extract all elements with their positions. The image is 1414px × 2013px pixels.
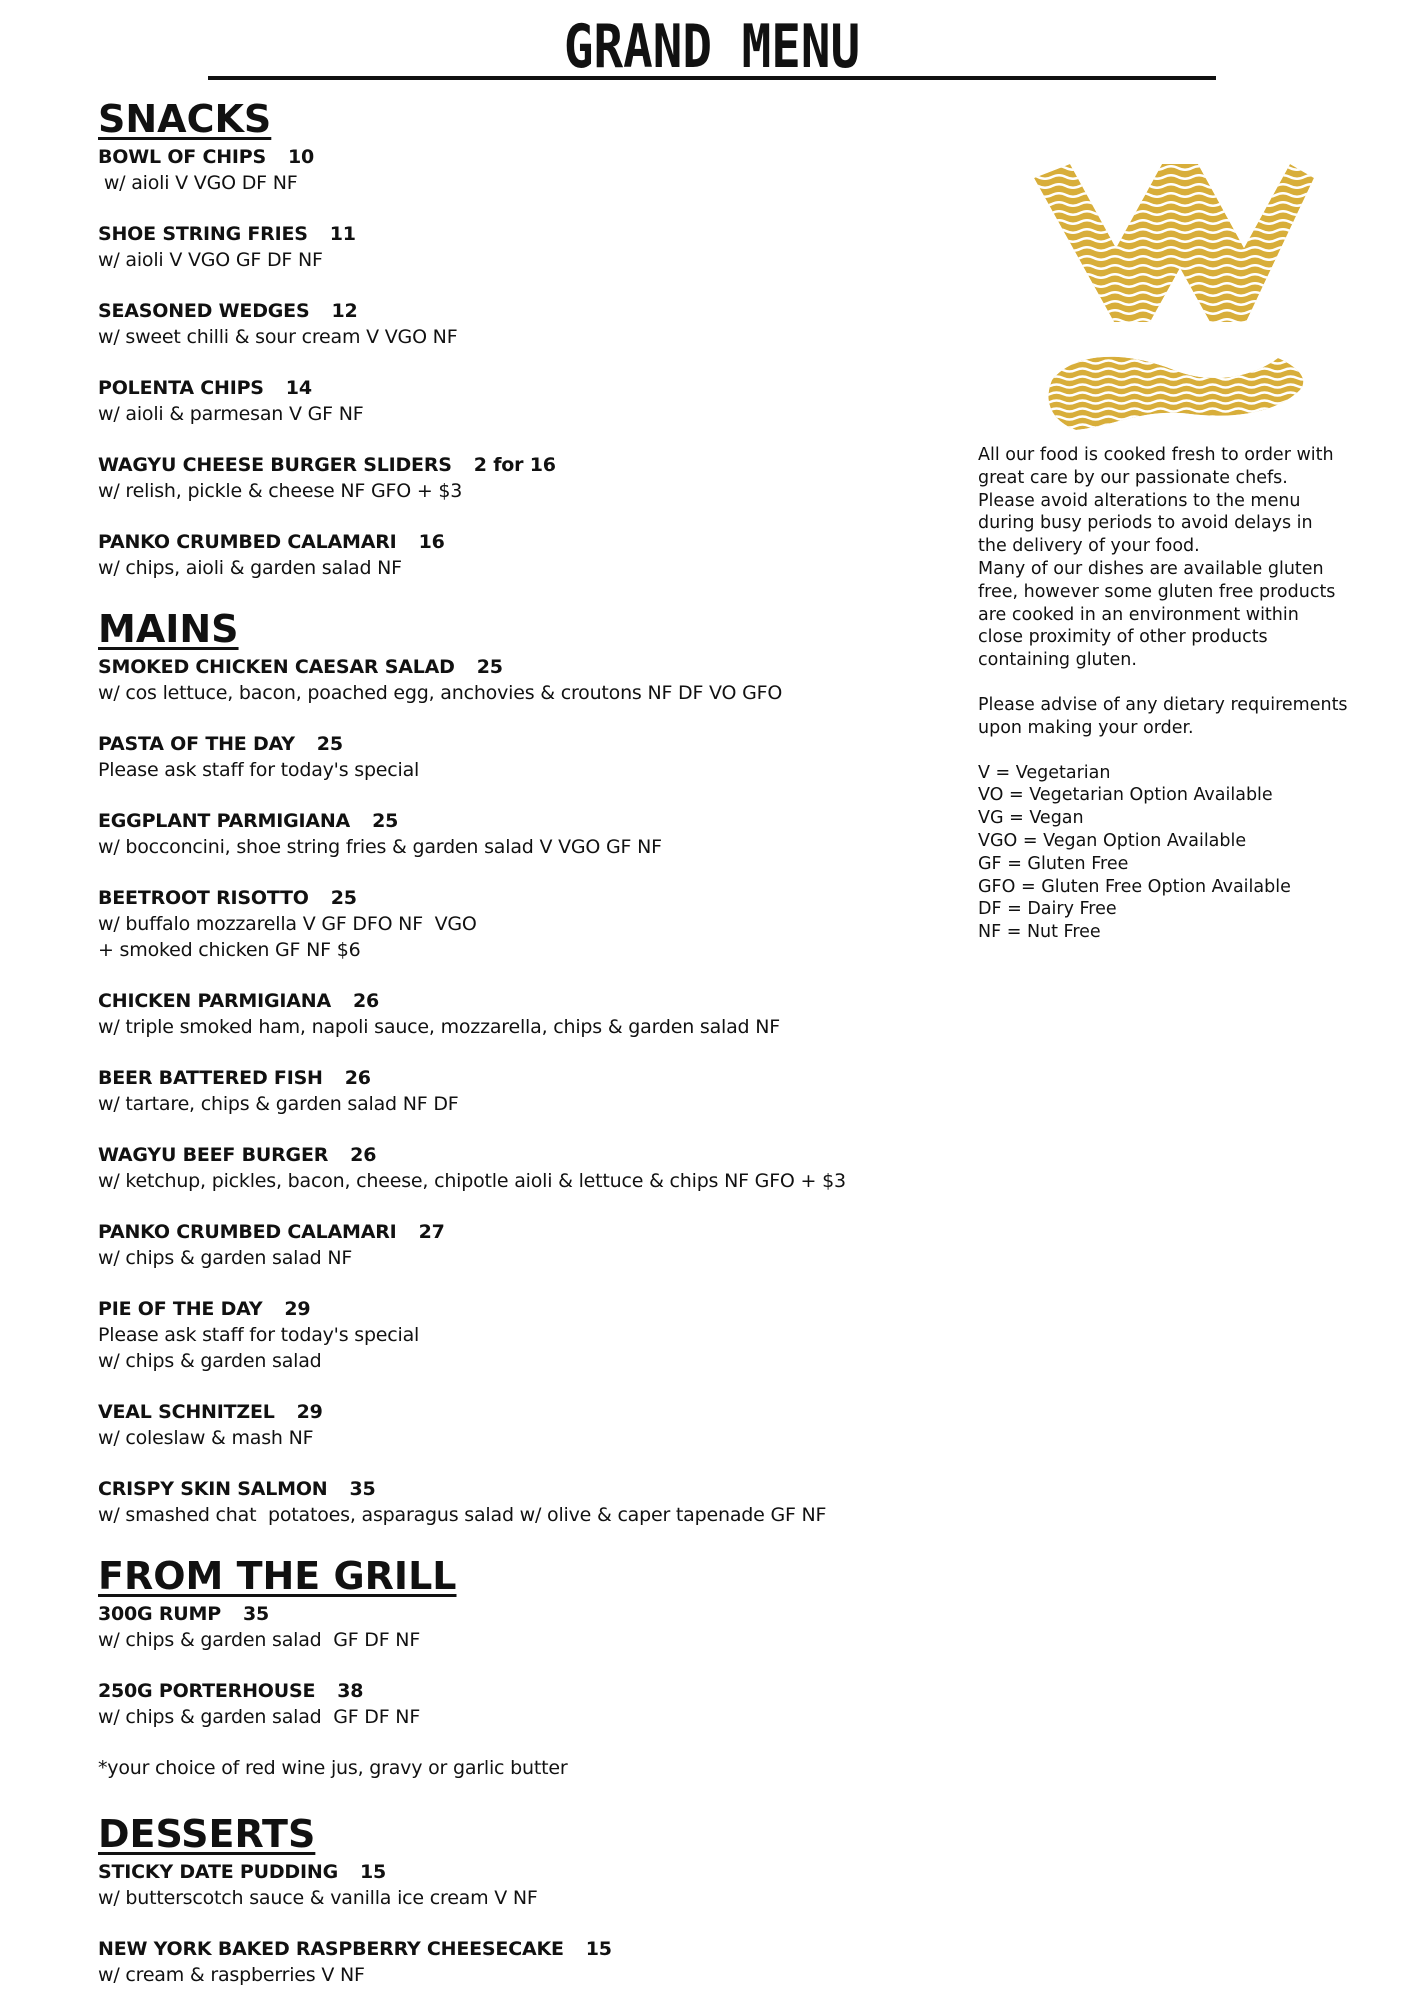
- item-price: 25: [372, 810, 399, 832]
- menu-item: [98, 1859, 938, 1911]
- item-description: + smoked chicken GF NF $6: [98, 939, 361, 961]
- item-price: 16: [418, 531, 445, 553]
- dietary-note: [978, 694, 1388, 740]
- item-name: PIE OF THE DAY: [98, 1298, 263, 1320]
- item-name: 300G RUMP: [98, 1603, 221, 1625]
- logo-wave-line: [1034, 310, 1314, 314]
- section-title: SNACKS: [98, 97, 272, 141]
- item-price: 35: [242, 1603, 270, 1625]
- item-name: BEETROOT RISOTTO: [98, 887, 309, 909]
- item-list: [98, 1859, 938, 1988]
- menu-item: [98, 375, 938, 427]
- section-grill: [98, 1553, 938, 1781]
- item-name: VEAL SCHNITZEL: [98, 1401, 275, 1423]
- item-description: w/ chips & garden salad GF DF NF: [98, 1629, 421, 1651]
- item-name: CHICKEN PARMIGIANA: [98, 990, 331, 1012]
- item-name: WAGYU CHEESE BURGER SLIDERS: [98, 454, 452, 476]
- item-name: PANKO CRUMBED CALAMARI: [98, 531, 397, 553]
- item-name: PASTA OF THE DAY: [98, 733, 295, 755]
- info-line: All our food is cooked fresh to order with: [978, 445, 1334, 465]
- menu-item: [98, 1601, 938, 1653]
- w-wave-logo-icon: [1034, 164, 1314, 434]
- item-price: 29: [296, 1401, 323, 1423]
- section-title: MAINS: [98, 607, 239, 651]
- info-paragraph: [978, 444, 1388, 672]
- menu-item: [98, 1399, 938, 1451]
- menu-item: [98, 1936, 938, 1988]
- item-price: 26: [352, 990, 379, 1012]
- menu-item: [98, 221, 938, 273]
- item-description: w/ tartare, chips & garden salad NF DF: [98, 1093, 459, 1115]
- menu-item: [98, 1065, 938, 1117]
- item-description: w/ buffalo mozzarella V GF DFO NF VGO: [98, 913, 477, 935]
- item-description: w/ aioli & parmesan V GF NF: [98, 403, 364, 425]
- item-name: SEASONED WEDGES: [98, 300, 310, 322]
- section-title: FROM THE GRILL: [98, 1554, 457, 1598]
- info-line: upon making your order.: [978, 717, 1194, 738]
- item-description: w/ ketchup, pickles, bacon, cheese, chipotle aioli & lettuce & chips NF GFO + $3: [98, 1170, 846, 1192]
- logo-wave-line: [1034, 361, 1314, 364]
- menu-item: [98, 654, 938, 706]
- item-description: Please ask staff for today's special: [98, 1324, 420, 1346]
- info-line: are cooked in an environment within: [978, 604, 1299, 625]
- item-description: w/ bocconcini, shoe string fries & garden salad V VGO GF NF: [98, 836, 662, 858]
- item-name: SMOKED CHICKEN CAESAR SALAD: [98, 656, 455, 678]
- item-name: WAGYU BEEF BURGER: [98, 1144, 329, 1166]
- item-name: BEER BATTERED FISH: [98, 1067, 323, 1089]
- item-description: w/ coleslaw & mash NF: [98, 1427, 314, 1449]
- item-description: w/ chips, aioli & garden salad NF: [98, 557, 402, 579]
- item-list: [98, 144, 938, 581]
- info-line: VO = Vegetarian Option Available: [978, 785, 1273, 806]
- menu-item: [98, 885, 938, 963]
- item-name: PANKO CRUMBED CALAMARI: [98, 1221, 397, 1243]
- item-name: CRISPY SKIN SALMON: [98, 1478, 328, 1500]
- item-name: EGGPLANT PARMIGIANA: [98, 810, 351, 832]
- menu-item: [98, 808, 938, 860]
- menu-item: [98, 731, 938, 783]
- logo-wave-line: [1034, 425, 1314, 428]
- menu-column: [98, 96, 938, 2013]
- menu-item: [98, 1678, 938, 1730]
- item-price: 25: [476, 656, 503, 678]
- menu-item: [98, 1219, 938, 1271]
- item-description: w/ chips & garden salad: [98, 1350, 322, 1372]
- logo-wave-line: [1034, 292, 1314, 296]
- item-description: w/ aioli V VGO GF DF NF: [98, 249, 323, 271]
- item-price: 11: [329, 223, 356, 245]
- item-name: 250G PORTERHOUSE: [98, 1680, 316, 1702]
- item-name: NEW YORK BAKED RASPBERRY CHEESECAKE: [98, 1938, 564, 1960]
- item-price: 10: [287, 146, 315, 168]
- header: [208, 14, 1216, 84]
- w-shape: [1034, 164, 1314, 323]
- item-name: STICKY DATE PUDDING: [98, 1861, 338, 1883]
- menu-item: [98, 452, 938, 504]
- item-price: 26: [350, 1144, 377, 1166]
- section-title: DESSERTS: [98, 1812, 316, 1856]
- item-price: 15: [585, 1938, 612, 1960]
- logo-wave-line: [1034, 283, 1314, 287]
- page-title: GRAND MENU: [563, 12, 861, 82]
- item-description: w/ chips & garden salad NF: [98, 1247, 353, 1269]
- menu-item: [98, 144, 938, 196]
- item-price: 12: [331, 300, 358, 322]
- item-price: 35: [349, 1478, 376, 1500]
- dietary-legend: [978, 762, 1388, 944]
- info-line: close proximity of other products: [978, 627, 1268, 648]
- item-description: Please ask staff for today's special: [98, 759, 420, 781]
- info-line: Many of our dishes are available gluten: [978, 558, 1324, 579]
- item-description: w/ aioli V VGO DF NF: [98, 172, 298, 194]
- info-line: VG = Vegan: [978, 808, 1084, 829]
- item-price: 38: [337, 1680, 364, 1702]
- menu-item: [98, 988, 938, 1040]
- item-price: 26: [344, 1067, 371, 1089]
- item-description: w/ butterscotch sauce & vanilla ice cream V NF: [98, 1887, 538, 1909]
- info-line: NF = Nut Free: [978, 922, 1101, 943]
- item-price: 2 for 16: [473, 454, 556, 476]
- item-description: w/ cos lettuce, bacon, poached egg, anchovies & croutons NF DF VO GFO: [98, 682, 783, 704]
- section-desserts: [98, 1811, 938, 1988]
- info-line: during busy periods to avoid delays in: [978, 513, 1313, 534]
- item-list: [98, 654, 938, 1528]
- item-price: 14: [285, 377, 312, 399]
- item-price: 15: [359, 1861, 387, 1883]
- info-panel: [978, 444, 1388, 944]
- info-line: GFO = Gluten Free Option Available: [978, 876, 1291, 897]
- item-description: w/ cream & raspberries V NF: [98, 1964, 365, 1986]
- info-line: containing gluten.: [978, 650, 1137, 671]
- item-description: w/ chips & garden salad GF DF NF: [98, 1706, 421, 1728]
- item-price: 25: [316, 733, 343, 755]
- grill-note: *your choice of red wine jus, gravy or garlic butter: [98, 1757, 568, 1779]
- item-price: 25: [330, 887, 357, 909]
- section-mains: [98, 606, 938, 1528]
- info-line: VGO = Vegan Option Available: [978, 830, 1247, 851]
- item-name: POLENTA CHIPS: [98, 377, 264, 399]
- section-snacks: [98, 96, 938, 581]
- info-line: Please avoid alterations to the menu: [978, 490, 1301, 511]
- logo-wave-line: [1034, 417, 1314, 420]
- wave-shape: [1034, 353, 1314, 431]
- item-name: SHOE STRING FRIES: [98, 223, 308, 245]
- info-line: Please advise of any dietary requirements: [978, 694, 1348, 715]
- info-line: DF = Dairy Free: [978, 899, 1117, 920]
- info-line: V = Vegetarian: [978, 762, 1111, 783]
- menu-item: [98, 298, 938, 350]
- info-line: the delivery of your food.: [978, 536, 1200, 557]
- menu-item: [98, 1142, 938, 1194]
- menu-item: [98, 1476, 938, 1528]
- item-list: [98, 1601, 938, 1730]
- item-price: 29: [284, 1298, 311, 1320]
- menu-item: [98, 529, 938, 581]
- item-name: BOWL OF CHIPS: [98, 146, 266, 168]
- item-description: w/ relish, pickle & cheese NF GFO + $3: [98, 480, 463, 502]
- item-description: w/ sweet chilli & sour cream V VGO NF: [98, 326, 458, 348]
- info-line: free, however some gluten free products: [978, 581, 1336, 602]
- logo-wave-line: [1034, 319, 1314, 323]
- info-line: great care by our passionate chefs.: [978, 467, 1288, 488]
- item-description: w/ triple smoked ham, napoli sauce, mozzarella, chips & garden salad NF: [98, 1016, 780, 1038]
- item-price: 27: [418, 1221, 445, 1243]
- logo-wave-line: [1034, 353, 1314, 356]
- logo-wave-line: [1034, 301, 1314, 305]
- menu-item: [98, 1296, 938, 1374]
- info-line: GF = Gluten Free: [978, 853, 1129, 874]
- item-description: w/ smashed chat potatoes, asparagus salad w/ olive & caper tapenade GF NF: [98, 1504, 827, 1526]
